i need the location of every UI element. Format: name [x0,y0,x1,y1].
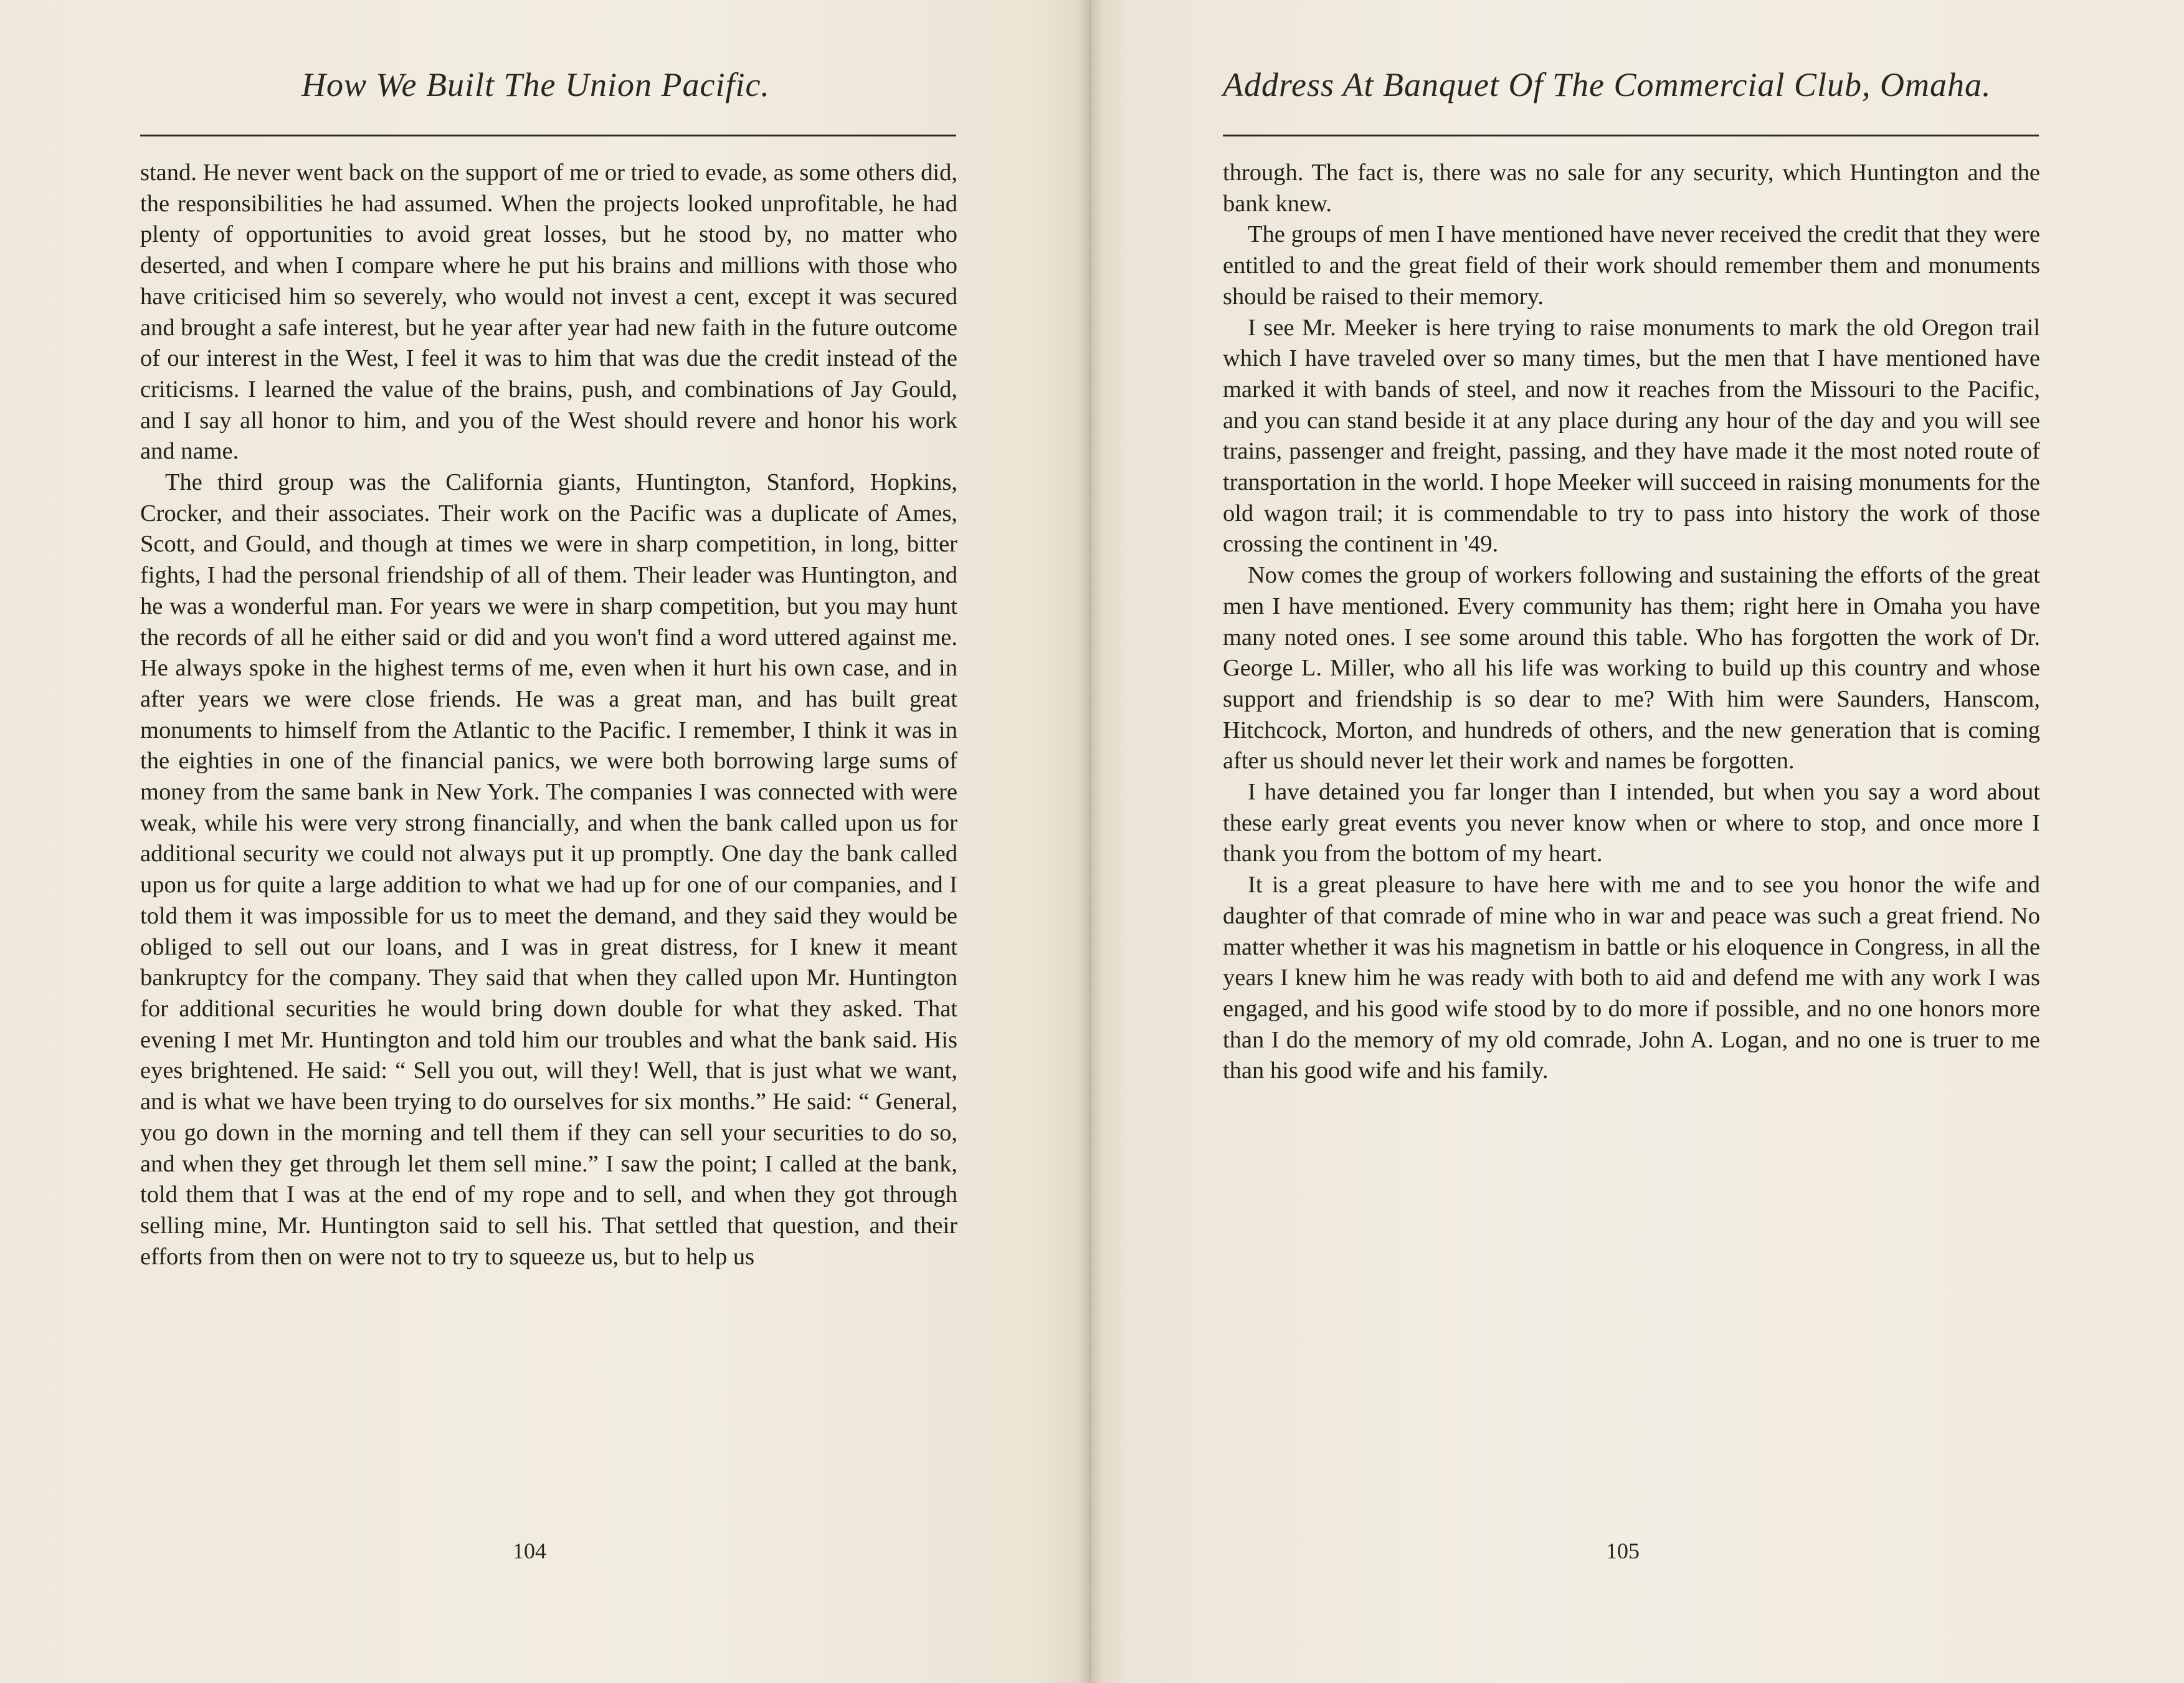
paragraph: stand. He never went back on the support of me or tried to evade, as some others did, the responsibilities he had assumed. When the projects looked unprofitable, he had plenty of opportunities to avoid great losses, but he stood by, no matter who deserted, and when I compare where he put his brains and millions with those who have criticised him so severely, who would not invest a cent, except it was secured and brought a safe interest, but he year after year had new faith in the future outcome of our interest in the West, I feel it was to him that was due the credit instead of the criticisms. I learned the value of the brains, push, and combinations of Jay Gould, and I say all honor to him, and you of the West should revere and honor his work and name. [140,160,957,465]
body-text [1223,158,2040,1087]
paragraph: Now comes the group of workers following and sustaining the efforts of the great men I have mentioned. Every community has them; right here in Omaha you have many noted ones. I see some around this table. Who has forgotten the work of Dr. George L. Miller, who all his life was working to build up this country and whose support and friendship is so dear to me? With him were Saunders, Hanscom, Hitchcock, Morton, and hundreds of others, and the new generation that is coming after us should never let their work and names be forgotten. [1223,562,2040,775]
left-page [0,0,1089,1683]
book-gutter [1078,0,1103,1683]
header-rule [1223,135,2039,136]
paragraph: I have detained you far longer than I intended, but when you say a word about these early great events you never know when or where to stop, and once more I thank you from the bottom of my heart. [1223,779,2040,867]
paragraph: through. The fact is, there was no sale for any security, which Huntington and the bank knew. [1223,160,2040,217]
paragraph: The groups of men I have mentioned have never received the credit that they were entitled to and the great field of their work should remember them and monuments should be raised to their memory. [1223,221,2040,310]
paragraph: I see Mr. Meeker is here trying to raise monuments to mark the old Oregon trail which I have traveled over so many times, but the men that I have mentioned have marked it with bands of steel, and now it reaches from the Missouri to the Pacific, and you can stand beside it at any place during any hour of the day and you will see trains, passenger and freight, passing, and they have made it the most noted route of transportation in the world. I hope Meeker will succeed in raising monuments for the old wagon trail; it is commendable to try to pass into history the work of those crossing the continent in '49. [1223,314,2040,558]
right-page [1089,0,2184,1683]
header-rule [140,135,956,136]
page-number: 104 [513,1538,546,1563]
page-number: 105 [1606,1538,1640,1563]
running-head: Address At Banquet Of The Commercial Club, Omaha. [1223,66,1992,103]
paragraph: The third group was the California giants, Huntington, Stanford, Hopkins, Crocker, and their associates. Their work on the Pacific was a duplicate of Ames, Scott, and Gould, and though at times we were in sharp competition, in long, bitter fights, I had the personal friendship of all of them. Their leader was Huntington, and he was a wonderful man. For years we were in sharp competition, but you may hunt the records of all he either said or did and you won't find a word uttered against me. He always spoke in the highest terms of me, even when it hurt his own case, and in after years we were close friends. He was a great man, and has built great monuments to himself from the Atlantic to the Pacific. I remember, I think it was in the eighties in one of the financial panics, we were both borrowing large sums of money from the same bank in New York. The companies I was connected with were weak, while his were very strong financially, and when the bank called upon us for additional security we could not always put it up promptly. One day the bank called upon us for quite a large addition to what we had up for one of our companies, and I told them it was impossible for us to meet the demand, and they said they would be obliged to sell out our loans, and I was in great distress, for I knew it meant bankruptcy for the company. They said that when they called upon Mr. Huntington for additional securities he would bring down double for what they asked. That evening I met Mr. Huntington and told him our troubles and what the bank said. His eyes brightened. He said: “ Sell you out, will they! Well, that is just what we want, and is what we have been trying to do ourselves for six months.” He said: “ General, you go down in the morning and tell them if they can sell your securities to do so, and when they get through let them sell mine.” I saw the point; I called at the bank, told them that I was at the end of my rope and to sell, and when they got through selling mine, Mr. Huntington said to sell his. That settled that question, and their efforts from then on were not to try to squeeze us, but to help us [140,469,957,1270]
paragraph: It is a great pleasure to have here with me and to see you honor the wife and daughter of that comrade of mine who in war and peace was such a great friend. No matter whether it was his magnetism in battle or his eloquence in Congress, in all the years I knew him he was ready with both to aid and defend me with any work I was engaged, and his good wife stood by to do more if possible, and no one honors more than I do the memory of my old comrade, John A. Logan, and no one is truer to me than his good wife and his family. [1223,872,2040,1084]
body-text [140,158,957,1272]
running-head: How We Built The Union Pacific. [301,66,770,103]
